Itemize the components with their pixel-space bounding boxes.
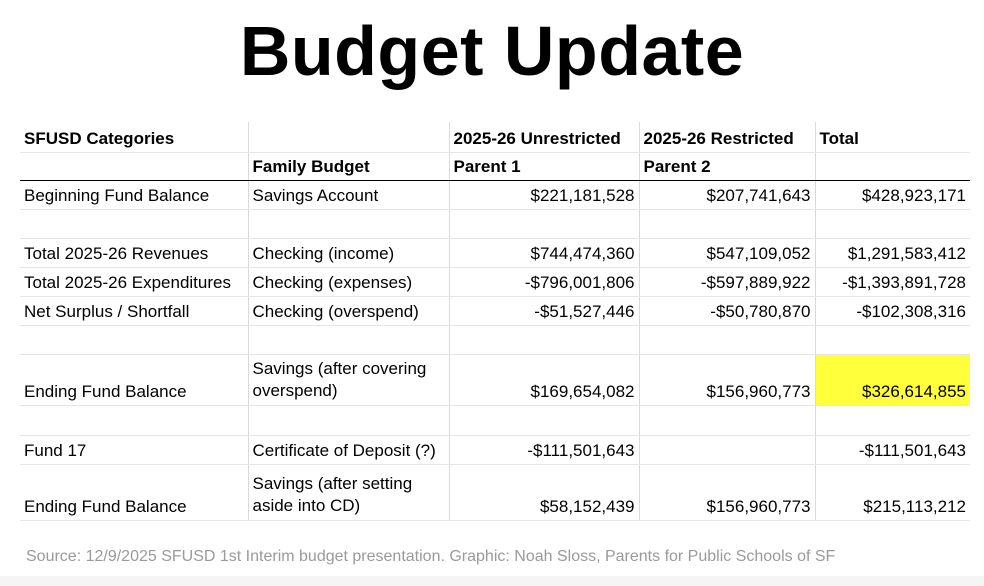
table-row (20, 296, 970, 325)
total-cell: $1,291,583,412 (815, 238, 970, 267)
header-row-2 (20, 152, 970, 180)
restricted-cell: $156,960,773 (639, 354, 815, 405)
family-cell (248, 405, 449, 435)
unrestricted-cell: -$111,501,643 (449, 435, 639, 464)
unrestricted-cell: -$51,527,446 (449, 296, 639, 325)
header-cell (248, 122, 449, 152)
total-cell (815, 405, 970, 435)
total-cell: $215,113,212 (815, 464, 970, 520)
unrestricted-cell: $221,181,528 (449, 180, 639, 209)
restricted-cell: -$597,889,922 (639, 267, 815, 296)
budget-table (20, 122, 970, 521)
restricted-cell (639, 209, 815, 238)
table-row (20, 238, 970, 267)
category-cell (20, 325, 248, 354)
category-cell (20, 405, 248, 435)
family-cell: Checking (overspend) (248, 296, 449, 325)
page-title: Budget Update (239, 12, 745, 90)
family-cell: Savings (after setting aside into CD) (248, 464, 449, 520)
restricted-cell: -$50,780,870 (639, 296, 815, 325)
footer-strip (0, 576, 984, 586)
family-cell: Savings (after covering overspend) (248, 354, 449, 405)
highlighted-total-cell: $326,614,855 (815, 354, 970, 405)
family-cell: Checking (expenses) (248, 267, 449, 296)
unrestricted-cell: -$796,001,806 (449, 267, 639, 296)
category-cell: Total 2025-26 Revenues (20, 238, 248, 267)
category-cell: Ending Fund Balance (20, 464, 248, 520)
header-cell: Parent 1 (449, 152, 639, 180)
restricted-cell: $156,960,773 (639, 464, 815, 520)
header-cell (815, 152, 970, 180)
family-cell: Savings Account (248, 180, 449, 209)
header-cell: SFUSD Categories (20, 122, 248, 152)
restricted-cell: $547,109,052 (639, 238, 815, 267)
restricted-cell: $207,741,643 (639, 180, 815, 209)
category-cell (20, 209, 248, 238)
total-cell: -$111,501,643 (815, 435, 970, 464)
table-row (20, 354, 970, 405)
restricted-cell (639, 325, 815, 354)
total-cell: $428,923,171 (815, 180, 970, 209)
category-cell: Total 2025-26 Expenditures (20, 267, 248, 296)
table-row (20, 267, 970, 296)
header-cell: 2025-26 Unrestricted (449, 122, 639, 152)
source-caption: Source: 12/9/2025 SFUSD 1st Interim budget presentation. Graphic: Noah Sloss, Parents for Public Schools of SF (26, 548, 836, 565)
family-cell (248, 209, 449, 238)
header-row-1 (20, 122, 970, 152)
family-cell: Certificate of Deposit (?) (248, 435, 449, 464)
table-row (20, 209, 970, 238)
table-row (20, 464, 970, 520)
category-cell: Beginning Fund Balance (20, 180, 248, 209)
unrestricted-cell: $58,152,439 (449, 464, 639, 520)
unrestricted-cell (449, 209, 639, 238)
category-cell: Net Surplus / Shortfall (20, 296, 248, 325)
header-cell (20, 152, 248, 180)
table-row (20, 180, 970, 209)
restricted-cell (639, 405, 815, 435)
total-cell: -$102,308,316 (815, 296, 970, 325)
total-cell (815, 209, 970, 238)
category-cell: Ending Fund Balance (20, 354, 248, 405)
table-row (20, 405, 970, 435)
category-cell: Fund 17 (20, 435, 248, 464)
unrestricted-cell (449, 325, 639, 354)
unrestricted-cell: $744,474,360 (449, 238, 639, 267)
total-cell (815, 325, 970, 354)
table-row (20, 435, 970, 464)
header-cell: 2025-26 Restricted (639, 122, 815, 152)
header-cell: Family Budget (248, 152, 449, 180)
total-cell: -$1,393,891,728 (815, 267, 970, 296)
restricted-cell (639, 435, 815, 464)
header-cell: Parent 2 (639, 152, 815, 180)
unrestricted-cell (449, 405, 639, 435)
family-cell: Checking (income) (248, 238, 449, 267)
header-cell: Total (815, 122, 970, 152)
table-row (20, 325, 970, 354)
family-cell (248, 325, 449, 354)
unrestricted-cell: $169,654,082 (449, 354, 639, 405)
